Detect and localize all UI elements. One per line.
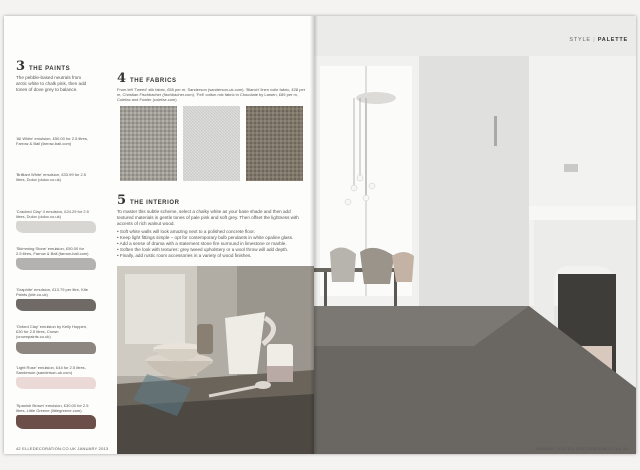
- paints-number: 3: [16, 59, 26, 74]
- fabrics-caption: From left 'Tweed' silk fabric, £55 per m, Sanderson (sanderson-uk.com). 'Blanch' linen voile fabric, £28 per m, Christian Fischbacher (fischbacher.com). 'Felt' cotton mix fabric in Chocolate by Larsen, £89 per m, Colefax and Fowler (colefax.com): [117, 87, 306, 103]
- paint-item: [16, 209, 108, 233]
- paint-caption: 'Light Rose' emulsion, £44 for 2.5 litres, Sanderson (sanderson-uk.com): [16, 365, 86, 376]
- spine-gutter: [310, 16, 318, 454]
- fabrics-section: [117, 72, 307, 103]
- tweed-fabric-swatch: [120, 106, 177, 181]
- linen-fabric-swatch: [183, 106, 240, 181]
- section-header-light: STYLE: [569, 37, 591, 43]
- right-page: [314, 16, 636, 454]
- paints-section: [16, 60, 108, 93]
- interior-number: 5: [117, 193, 127, 208]
- paint-item: [16, 172, 108, 182]
- fabric-swatches: [120, 106, 303, 181]
- interior-intro: To master this subtle scheme, select a chalky white as your base shade and then add textured materials in gentle tones of pale pink and soft grey. Then offset the lightness with accents of rich walnut wood.: [117, 209, 299, 226]
- section-header-bold: PALETTE: [597, 37, 628, 43]
- white-room-photo: [314, 16, 636, 454]
- paint-swatch: [16, 342, 96, 354]
- paint-caption: 'Oxford Clay' emulsion by Kelly Hoppen, £30 for 2.5 litres, Crown (crownpaints.co.uk): [16, 324, 88, 340]
- left-folio: 42 ELLEDECORATION.CO.UK JANUARY 2013: [16, 446, 109, 451]
- magazine-spread: [4, 16, 636, 454]
- fabrics-number: 4: [117, 71, 127, 86]
- interior-tip: • Keep light fittings simple – opt for contemporary bulb pendants in white opaline glass.: [117, 235, 294, 240]
- paint-caption: 'Spanish Brown' emulsion, £30.00 for 2.5 litres, Little Greene (littlegreene.com): [16, 403, 89, 414]
- paint-swatch: [16, 415, 96, 429]
- paint-swatch: [16, 299, 96, 311]
- interior-tips: [117, 229, 307, 259]
- paint-caption: 'Skimming Stone' emulsion, £50.00 for 2.5 litres, Farrow & Ball (farrow-ball.com): [16, 246, 89, 257]
- paint-swatch: [16, 377, 96, 389]
- paint-caption: 'All White' emulsion, £50.00 for 2.5 litres, Farrow & Ball (farrow-ball.com): [16, 136, 89, 147]
- paint-caption: 'Cracked Clay' 4 emulsion, £24.29 for 2.5 litres, Dulux (dulux.co.uk): [16, 209, 89, 220]
- tableware-photo: [117, 266, 314, 454]
- interior-title: THE INTERIOR: [130, 200, 180, 206]
- paint-item: [16, 365, 108, 389]
- paints-title: THE PAINTS: [29, 66, 71, 72]
- felt-fabric-swatch: [246, 106, 303, 181]
- paints-intro: The pebble-based neutrals from arctic white to chalk pink, then add tones of dove grey to balance.: [16, 75, 87, 92]
- fabrics-title: THE FABRICS: [130, 78, 177, 84]
- interior-tip: • Soften the look with textures: grey tweed upholstery or a wool throw will add depth.: [117, 247, 289, 252]
- paint-item: [16, 136, 108, 146]
- paint-caption: 'Brilliant White' emulsion, £33.99 for 2.5 litres, Dulux (dulux.co.uk): [16, 172, 87, 183]
- section-header: STYLE | PALETTE: [569, 37, 628, 43]
- interior-section: [117, 194, 307, 259]
- right-folio: JANUARY 2013 ELLEDECORATION.CO.UK 43: [535, 446, 628, 451]
- paint-caption: 'Graphite' emulsion, £13.79 per litre, Kite Paints (kite.co.uk): [16, 287, 89, 298]
- left-page: [4, 16, 314, 454]
- interior-tip: • Add a sense of drama with a statement stone fire surround in limestone or marble.: [117, 241, 287, 246]
- paint-item: [16, 324, 108, 354]
- paint-item: [16, 403, 108, 429]
- paints-header: [16, 60, 108, 73]
- interior-tip: • Soft white walls will look amazing next to a polished concrete floor.: [117, 229, 255, 234]
- fabrics-header: [117, 72, 307, 85]
- interior-header: [117, 194, 307, 207]
- interior-tip: • Finally, add rustic room accessories in a variety of wood finishes.: [117, 253, 252, 258]
- paint-item: [16, 246, 108, 270]
- paint-swatch: [16, 258, 96, 270]
- paint-swatch: [16, 221, 96, 233]
- paint-item: [16, 287, 108, 311]
